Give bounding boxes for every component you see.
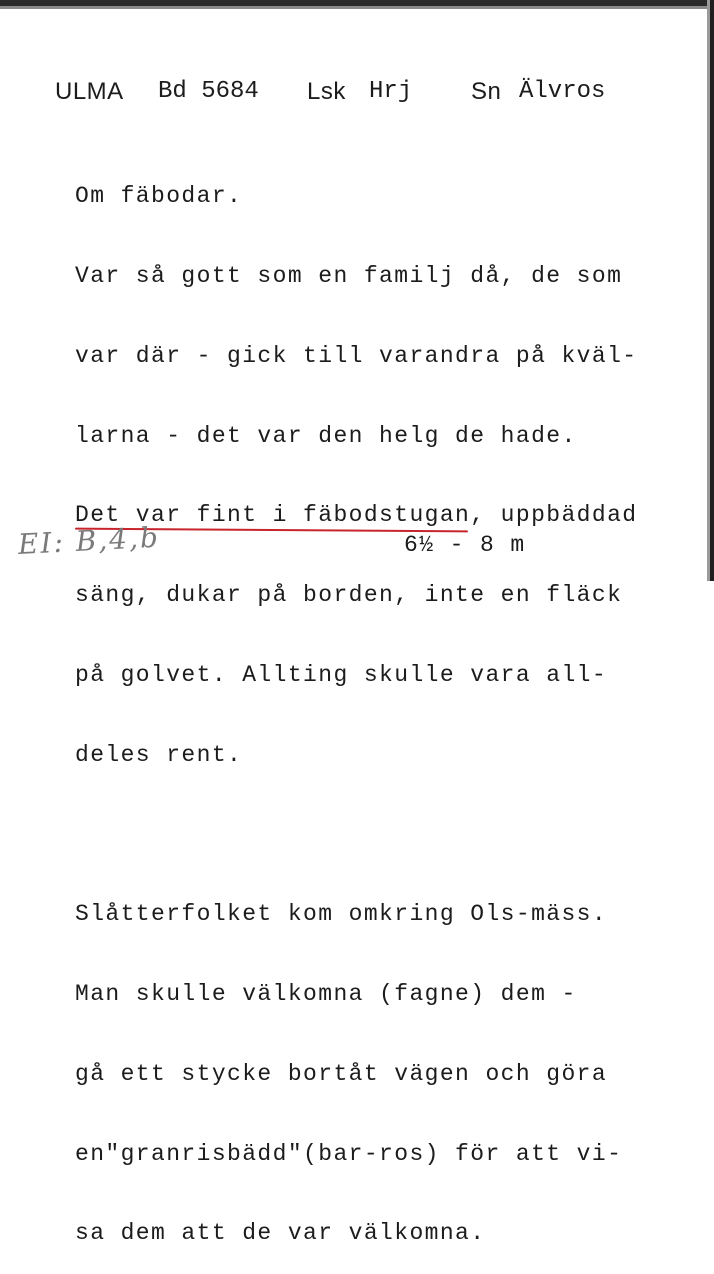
- card-header: [55, 78, 695, 112]
- text-line: på golvet. Allting skulle vara all-: [75, 661, 608, 688]
- text-line: Om fäbodar.: [75, 183, 243, 210]
- text-line: Var så gott som en familj då, de som: [75, 262, 623, 289]
- sn-label: Sn: [471, 78, 502, 105]
- lsk-value: Hrj: [369, 78, 413, 105]
- record-number: Bd 5684: [158, 78, 259, 105]
- size-note: 6½ - 8 m: [404, 532, 526, 558]
- lsk-label: Lsk: [307, 78, 346, 105]
- sn-value: Älvros: [519, 78, 606, 105]
- text-line: Slåtterfolket kom omkring Ols-mäss.: [75, 901, 608, 928]
- handwritten-signature: EI: B,4,b: [17, 520, 161, 561]
- text-line: en"granrisbädd"(bar-ros) för att vi-: [75, 1140, 623, 1167]
- text-line: larna - det var den helg de hade.: [75, 422, 577, 449]
- card-body-text: [75, 130, 638, 1274]
- card-top-shadow: [0, 6, 714, 9]
- text-line-underlined: [75, 502, 638, 529]
- text-line: Man skulle välkomna (fagne) dem -: [75, 981, 577, 1007]
- underlined-line-rest: , uppbäddad: [470, 502, 638, 529]
- text-line: deles rent.: [75, 741, 243, 768]
- underlined-phrase-text: Det var fint i fäbodstugan: [75, 502, 471, 529]
- archive-code: ULMA: [55, 78, 124, 105]
- paragraph-gap: [75, 821, 638, 848]
- card-right-shadow: [707, 0, 710, 581]
- text-line: var där - gick till varandra på kväl-: [75, 342, 638, 369]
- text-line: sa dem att de var välkomna.: [75, 1220, 486, 1247]
- text-line: säng, dukar på borden, inte en fläck: [75, 582, 623, 609]
- card-right-edge: [710, 0, 714, 581]
- text-line: gå ett stycke bortåt vägen och göra: [75, 1060, 608, 1087]
